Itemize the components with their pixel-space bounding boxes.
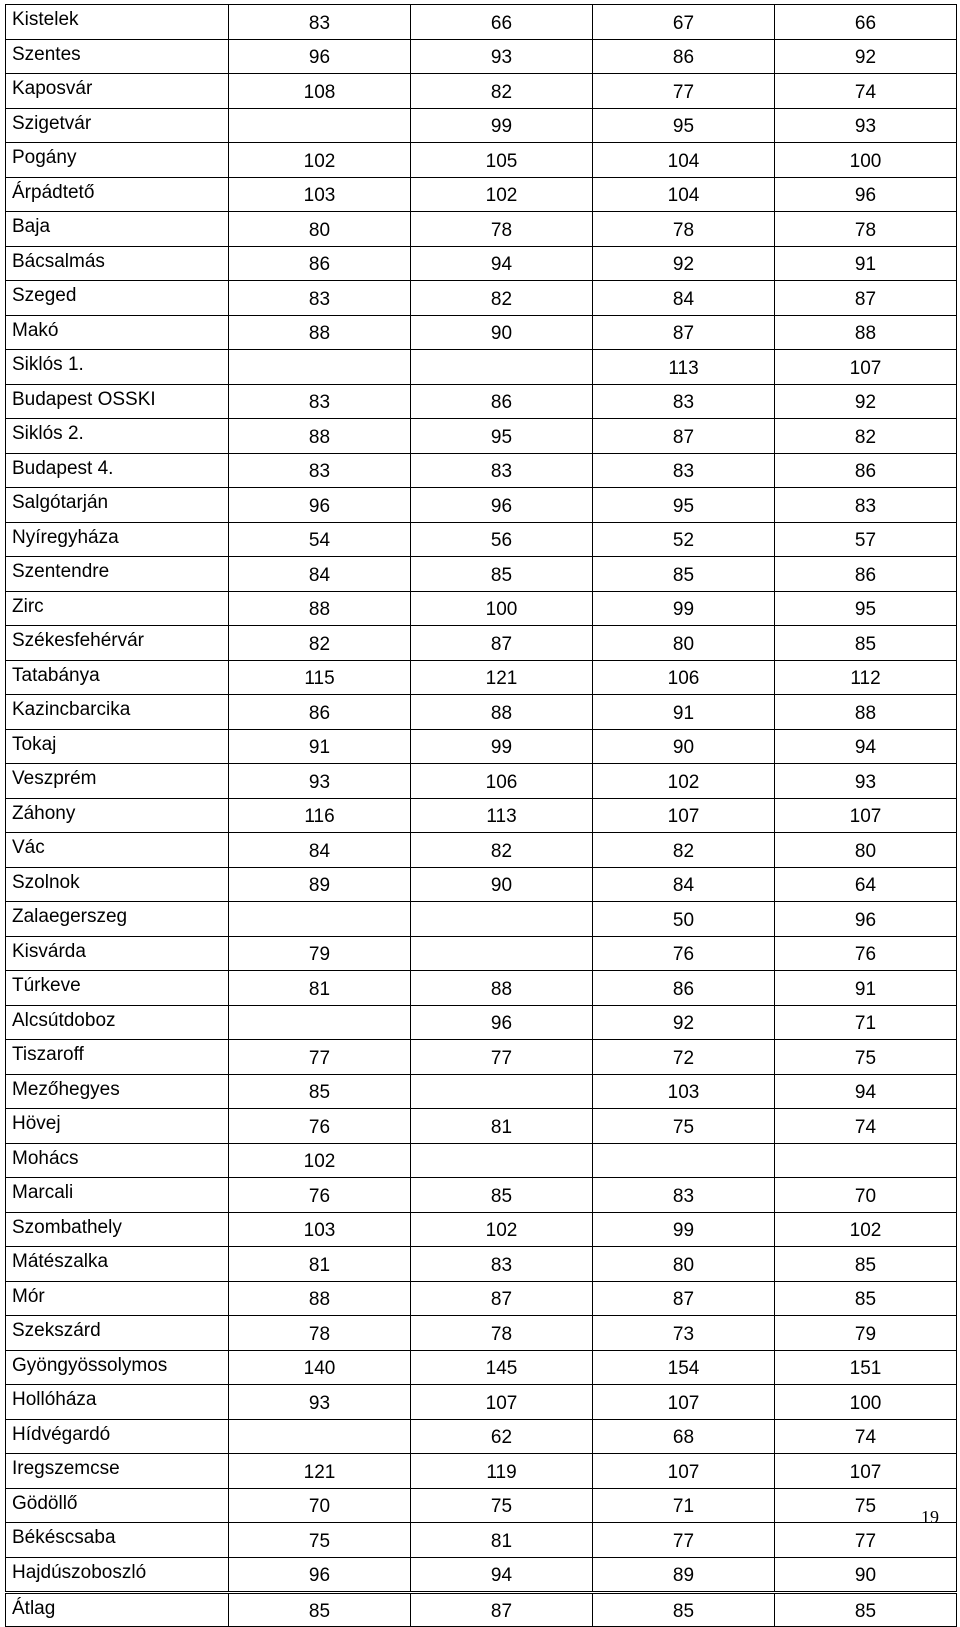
value-cell (593, 1143, 775, 1178)
value-cell: 100 (775, 143, 957, 178)
location-name-cell: Tiszaroff (6, 1040, 229, 1075)
value-cell: 90 (593, 729, 775, 764)
value-cell: 91 (593, 695, 775, 730)
average-value-cell: 87 (411, 1593, 593, 1627)
value-cell: 107 (775, 1454, 957, 1489)
value-cell: 89 (593, 1557, 775, 1593)
value-cell: 80 (229, 212, 411, 247)
value-cell: 99 (411, 729, 593, 764)
value-cell: 88 (775, 695, 957, 730)
value-cell: 83 (229, 5, 411, 40)
value-cell: 74 (775, 1419, 957, 1454)
value-cell: 83 (411, 453, 593, 488)
value-cell: 103 (593, 1074, 775, 1109)
location-name-cell: Veszprém (6, 764, 229, 799)
table-row (6, 557, 957, 592)
location-name-cell: Hövej (6, 1109, 229, 1144)
value-cell: 103 (229, 1212, 411, 1247)
value-cell: 112 (775, 660, 957, 695)
value-cell: 88 (411, 695, 593, 730)
average-value-cell: 85 (229, 1593, 411, 1627)
location-name-cell: Kaposvár (6, 74, 229, 109)
value-cell: 94 (775, 729, 957, 764)
location-name-cell: Pogány (6, 143, 229, 178)
value-cell: 76 (229, 1178, 411, 1213)
value-cell: 77 (229, 1040, 411, 1075)
value-cell: 78 (229, 1316, 411, 1351)
value-cell: 106 (593, 660, 775, 695)
value-cell: 99 (593, 1212, 775, 1247)
value-cell: 71 (593, 1488, 775, 1523)
table-row (6, 1109, 957, 1144)
value-cell: 107 (593, 1385, 775, 1420)
location-name-cell: Tatabánya (6, 660, 229, 695)
value-cell: 100 (411, 591, 593, 626)
value-cell (411, 902, 593, 937)
value-cell: 84 (229, 557, 411, 592)
value-cell: 83 (593, 453, 775, 488)
value-cell: 92 (775, 39, 957, 74)
value-cell: 66 (411, 5, 593, 40)
value-cell: 88 (229, 419, 411, 454)
average-row (6, 1593, 957, 1627)
table-row (6, 764, 957, 799)
value-cell: 89 (229, 867, 411, 902)
table-row (6, 1419, 957, 1454)
value-cell: 66 (775, 5, 957, 40)
value-cell: 82 (411, 74, 593, 109)
value-cell: 87 (593, 315, 775, 350)
location-name-cell: Árpádtető (6, 177, 229, 212)
value-cell: 70 (775, 1178, 957, 1213)
value-cell (775, 1143, 957, 1178)
value-cell: 116 (229, 798, 411, 833)
value-cell: 78 (411, 1316, 593, 1351)
table-row (6, 246, 957, 281)
value-cell: 81 (411, 1523, 593, 1558)
value-cell: 91 (229, 729, 411, 764)
value-cell: 102 (593, 764, 775, 799)
value-cell: 76 (229, 1109, 411, 1144)
value-cell: 82 (593, 833, 775, 868)
value-cell: 77 (593, 1523, 775, 1558)
value-cell: 95 (411, 419, 593, 454)
page-number: 19 (921, 1507, 939, 1527)
table-row (6, 522, 957, 557)
value-cell: 80 (775, 833, 957, 868)
table-row (6, 1040, 957, 1075)
table-row (6, 626, 957, 661)
value-cell: 84 (229, 833, 411, 868)
value-cell: 113 (593, 350, 775, 385)
value-cell: 107 (775, 350, 957, 385)
table-row (6, 591, 957, 626)
table-row (6, 1281, 957, 1316)
table-row (6, 39, 957, 74)
location-name-cell: Szigetvár (6, 108, 229, 143)
value-cell: 104 (593, 177, 775, 212)
value-cell: 75 (775, 1040, 957, 1075)
data-table (5, 4, 957, 1627)
value-cell: 81 (229, 1247, 411, 1282)
table-row (6, 419, 957, 454)
location-name-cell: Hollóháza (6, 1385, 229, 1420)
location-name-cell: Záhony (6, 798, 229, 833)
location-name-cell: Székesfehérvár (6, 626, 229, 661)
value-cell: 80 (593, 1247, 775, 1282)
value-cell: 88 (775, 315, 957, 350)
value-cell: 100 (775, 1385, 957, 1420)
table-body (6, 5, 957, 1627)
value-cell (411, 1074, 593, 1109)
value-cell: 108 (229, 74, 411, 109)
value-cell: 92 (775, 384, 957, 419)
value-cell: 62 (411, 1419, 593, 1454)
value-cell: 154 (593, 1350, 775, 1385)
value-cell: 92 (593, 246, 775, 281)
location-name-cell: Alcsútdoboz (6, 1005, 229, 1040)
value-cell: 91 (775, 971, 957, 1006)
table-row (6, 1005, 957, 1040)
value-cell: 86 (775, 453, 957, 488)
table-row (6, 143, 957, 178)
location-name-cell: Nyíregyháza (6, 522, 229, 557)
value-cell: 96 (775, 902, 957, 937)
value-cell: 82 (229, 626, 411, 661)
table-row (6, 108, 957, 143)
value-cell (229, 108, 411, 143)
value-cell: 83 (775, 488, 957, 523)
location-name-cell: Gödöllő (6, 1488, 229, 1523)
location-name-cell: Hídvégardó (6, 1419, 229, 1454)
value-cell: 52 (593, 522, 775, 557)
value-cell: 93 (775, 764, 957, 799)
value-cell: 71 (775, 1005, 957, 1040)
value-cell: 86 (775, 557, 957, 592)
value-cell: 121 (411, 660, 593, 695)
value-cell: 102 (229, 1143, 411, 1178)
value-cell: 56 (411, 522, 593, 557)
value-cell: 102 (775, 1212, 957, 1247)
value-cell: 83 (229, 453, 411, 488)
value-cell: 87 (411, 1281, 593, 1316)
location-name-cell: Marcali (6, 1178, 229, 1213)
location-name-cell: Szombathely (6, 1212, 229, 1247)
value-cell: 73 (593, 1316, 775, 1351)
value-cell: 83 (593, 384, 775, 419)
value-cell: 121 (229, 1454, 411, 1489)
value-cell: 81 (229, 971, 411, 1006)
value-cell: 78 (593, 212, 775, 247)
location-name-cell: Gyöngyössolymos (6, 1350, 229, 1385)
value-cell: 99 (593, 591, 775, 626)
value-cell: 82 (775, 419, 957, 454)
location-name-cell: Túrkeve (6, 971, 229, 1006)
location-name-cell: Szolnok (6, 867, 229, 902)
value-cell: 95 (593, 488, 775, 523)
value-cell: 75 (775, 1488, 957, 1523)
location-name-cell: Mohács (6, 1143, 229, 1178)
location-name-cell: Budapest OSSKI (6, 384, 229, 419)
average-value-cell: 85 (593, 1593, 775, 1627)
value-cell: 93 (411, 39, 593, 74)
value-cell (229, 1005, 411, 1040)
value-cell: 85 (775, 1247, 957, 1282)
table-row (6, 1385, 957, 1420)
value-cell: 106 (411, 764, 593, 799)
value-cell: 93 (229, 764, 411, 799)
value-cell: 84 (593, 867, 775, 902)
location-name-cell: Siklós 1. (6, 350, 229, 385)
value-cell: 107 (593, 798, 775, 833)
value-cell: 140 (229, 1350, 411, 1385)
value-cell: 87 (593, 1281, 775, 1316)
value-cell: 88 (229, 1281, 411, 1316)
value-cell: 79 (775, 1316, 957, 1351)
value-cell: 86 (593, 39, 775, 74)
value-cell: 107 (411, 1385, 593, 1420)
value-cell: 85 (411, 1178, 593, 1213)
value-cell: 94 (775, 1074, 957, 1109)
value-cell: 104 (593, 143, 775, 178)
table-row (6, 1143, 957, 1178)
value-cell: 77 (775, 1523, 957, 1558)
value-cell: 78 (775, 212, 957, 247)
table-row (6, 281, 957, 316)
value-cell: 57 (775, 522, 957, 557)
table-row (6, 177, 957, 212)
value-cell: 145 (411, 1350, 593, 1385)
value-cell: 88 (411, 971, 593, 1006)
value-cell: 93 (775, 108, 957, 143)
value-cell: 95 (593, 108, 775, 143)
table-row (6, 74, 957, 109)
table-row (6, 1523, 957, 1558)
value-cell: 83 (411, 1247, 593, 1282)
location-name-cell: Zalaegerszeg (6, 902, 229, 937)
table-row (6, 315, 957, 350)
value-cell: 96 (229, 1557, 411, 1593)
table-row (6, 902, 957, 937)
location-name-cell: Szeged (6, 281, 229, 316)
value-cell: 82 (411, 281, 593, 316)
value-cell: 90 (775, 1557, 957, 1593)
value-cell: 86 (229, 246, 411, 281)
value-cell: 107 (775, 798, 957, 833)
table-row (6, 1212, 957, 1247)
value-cell (229, 902, 411, 937)
value-cell: 72 (593, 1040, 775, 1075)
table-row (6, 212, 957, 247)
location-name-cell: Siklós 2. (6, 419, 229, 454)
location-name-cell: Vác (6, 833, 229, 868)
value-cell: 105 (411, 143, 593, 178)
value-cell: 67 (593, 5, 775, 40)
table-row (6, 1557, 957, 1593)
value-cell: 86 (411, 384, 593, 419)
location-name-cell: Hajdúszoboszló (6, 1557, 229, 1593)
location-name-cell: Szentendre (6, 557, 229, 592)
value-cell (229, 1419, 411, 1454)
value-cell: 87 (411, 626, 593, 661)
value-cell: 93 (229, 1385, 411, 1420)
value-cell (411, 936, 593, 971)
value-cell: 90 (411, 315, 593, 350)
value-cell: 80 (593, 626, 775, 661)
value-cell: 85 (593, 557, 775, 592)
location-name-cell: Szekszárd (6, 1316, 229, 1351)
value-cell: 68 (593, 1419, 775, 1454)
value-cell: 77 (411, 1040, 593, 1075)
location-name-cell: Kazincbarcika (6, 695, 229, 730)
average-value-cell: 85 (775, 1593, 957, 1627)
table-row (6, 5, 957, 40)
table-row (6, 1454, 957, 1489)
value-cell: 102 (411, 177, 593, 212)
table-row (6, 453, 957, 488)
value-cell: 151 (775, 1350, 957, 1385)
value-cell: 88 (229, 591, 411, 626)
location-name-cell: Baja (6, 212, 229, 247)
value-cell: 86 (593, 971, 775, 1006)
value-cell: 81 (411, 1109, 593, 1144)
value-cell: 113 (411, 798, 593, 833)
value-cell (229, 350, 411, 385)
value-cell: 64 (775, 867, 957, 902)
table-row (6, 1247, 957, 1282)
value-cell: 82 (411, 833, 593, 868)
value-cell: 86 (229, 695, 411, 730)
location-name-cell: Szentes (6, 39, 229, 74)
table-row (6, 971, 957, 1006)
table-row (6, 833, 957, 868)
value-cell: 92 (593, 1005, 775, 1040)
location-name-cell: Mezőhegyes (6, 1074, 229, 1109)
value-cell: 96 (229, 39, 411, 74)
value-cell: 103 (229, 177, 411, 212)
value-cell (411, 1143, 593, 1178)
value-cell: 87 (593, 419, 775, 454)
value-cell: 79 (229, 936, 411, 971)
average-label-cell: Átlag (6, 1593, 229, 1627)
location-name-cell: Mátészalka (6, 1247, 229, 1282)
location-name-cell: Salgótarján (6, 488, 229, 523)
table-row (6, 936, 957, 971)
value-cell: 95 (775, 591, 957, 626)
location-name-cell: Tokaj (6, 729, 229, 764)
value-cell: 83 (593, 1178, 775, 1213)
value-cell: 75 (411, 1488, 593, 1523)
value-cell: 75 (229, 1523, 411, 1558)
table-row (6, 1488, 957, 1523)
value-cell: 85 (229, 1074, 411, 1109)
value-cell: 70 (229, 1488, 411, 1523)
value-cell: 50 (593, 902, 775, 937)
value-cell: 88 (229, 315, 411, 350)
table-row (6, 384, 957, 419)
location-name-cell: Budapest 4. (6, 453, 229, 488)
table-row (6, 798, 957, 833)
table-row (6, 1316, 957, 1351)
value-cell: 119 (411, 1454, 593, 1489)
location-name-cell: Zirc (6, 591, 229, 626)
value-cell: 85 (775, 626, 957, 661)
value-cell: 107 (593, 1454, 775, 1489)
location-name-cell: Makó (6, 315, 229, 350)
value-cell: 54 (229, 522, 411, 557)
value-cell: 96 (411, 488, 593, 523)
value-cell: 87 (775, 281, 957, 316)
value-cell: 85 (775, 1281, 957, 1316)
value-cell: 85 (411, 557, 593, 592)
table-row (6, 1074, 957, 1109)
value-cell: 102 (411, 1212, 593, 1247)
table-row (6, 660, 957, 695)
value-cell: 94 (411, 1557, 593, 1593)
value-cell: 83 (229, 281, 411, 316)
location-name-cell: Mór (6, 1281, 229, 1316)
table-row (6, 1350, 957, 1385)
value-cell: 76 (775, 936, 957, 971)
value-cell: 99 (411, 108, 593, 143)
value-cell: 91 (775, 246, 957, 281)
table-row (6, 1178, 957, 1213)
value-cell: 94 (411, 246, 593, 281)
location-name-cell: Bácsalmás (6, 246, 229, 281)
table-row (6, 695, 957, 730)
value-cell: 102 (229, 143, 411, 178)
value-cell: 96 (411, 1005, 593, 1040)
value-cell: 76 (593, 936, 775, 971)
value-cell (411, 350, 593, 385)
value-cell: 75 (593, 1109, 775, 1144)
value-cell: 96 (775, 177, 957, 212)
location-name-cell: Kisvárda (6, 936, 229, 971)
value-cell: 74 (775, 74, 957, 109)
value-cell: 74 (775, 1109, 957, 1144)
value-cell: 78 (411, 212, 593, 247)
value-cell: 90 (411, 867, 593, 902)
table-row (6, 867, 957, 902)
table-row (6, 488, 957, 523)
value-cell: 83 (229, 384, 411, 419)
value-cell: 115 (229, 660, 411, 695)
table-row (6, 350, 957, 385)
value-cell: 77 (593, 74, 775, 109)
location-name-cell: Iregszemcse (6, 1454, 229, 1489)
value-cell: 96 (229, 488, 411, 523)
value-cell: 84 (593, 281, 775, 316)
table-row (6, 729, 957, 764)
location-name-cell: Kistelek (6, 5, 229, 40)
location-name-cell: Békéscsaba (6, 1523, 229, 1558)
